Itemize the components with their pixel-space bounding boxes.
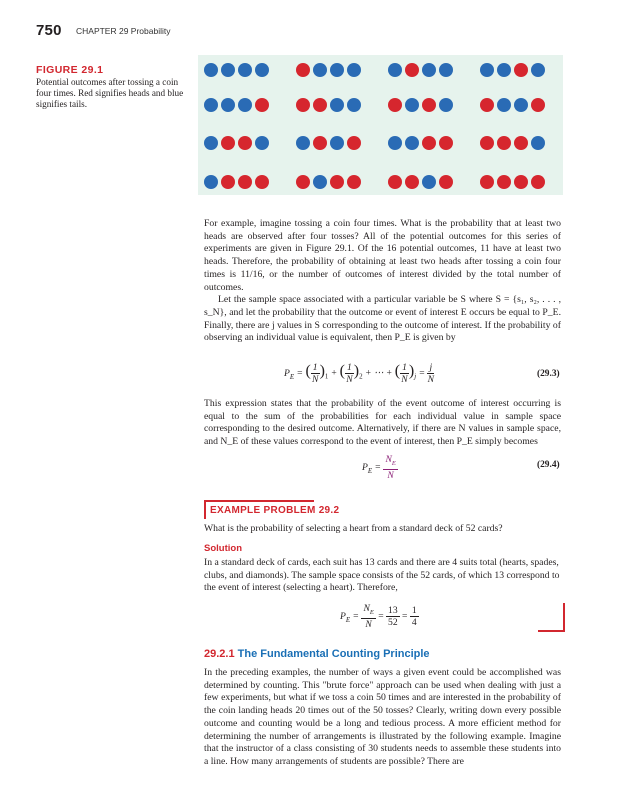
paragraph-3: This expression states that the probability of the event outcome of interest occurring is equal to the sum of the probabilities for each individual value in sample space corresponding to the desired outcome. Alternatively, if there are N values in sample space, and N_E of these values correspond to the event of interest, then P_E simply becomes <box>204 398 561 448</box>
tails-coin <box>480 63 494 77</box>
eq-denominator-52: 52 <box>388 616 398 628</box>
tails-coin <box>497 98 511 112</box>
tails-coin <box>497 63 511 77</box>
outcome-group <box>204 63 269 77</box>
running-header: CHAPTER 29 Probability <box>76 26 171 36</box>
paragraph-2: Let the sample space associated with a particular variable be S where S = {s₁, s₂, . . . , s_N}, and let the probability that the outcome or event of interest E occurs be equal to P_E. Finally, there are j values in S corresponding to the outcome of interest. If the probability of observing an individual value is equivalent, then P_E is given by <box>204 294 561 344</box>
heads-coin <box>439 136 453 150</box>
outcome-group <box>480 175 545 189</box>
outcome-group <box>204 175 269 189</box>
example-end-mark-horizontal <box>538 630 565 632</box>
tails-coin <box>531 136 545 150</box>
outcome-group <box>204 98 269 112</box>
heads-coin <box>514 136 528 150</box>
tails-coin <box>313 175 327 189</box>
tails-coin <box>422 175 436 189</box>
tails-coin <box>204 136 218 150</box>
section-paragraph: In the preceding examples, the number of ways a given event could be accomplished was determined by counting. This "brute force" approach can be used when dealing with just a few experiments, but what if we toss a coin 50 times and are interested in the probability of the coin landing heads 20 times out of the 50 tosses? Clearly, writing down every possible outcome and counting would be a long and tedious process. A more efficient method for determining the number of arrangements is illustrated by the following example. Imagine that the instructor of a class consisting of 30 students needs to assemble these students into a line. How many arrangements of students are possible? There are <box>204 667 561 767</box>
outcome-group <box>204 136 269 150</box>
coin-outcomes-figure <box>198 55 563 195</box>
body-text-block-2 <box>204 398 561 449</box>
eq-numerator-1: 1 <box>411 604 417 616</box>
body-text-block-1 <box>204 218 561 345</box>
heads-coin <box>405 175 419 189</box>
equation-number-29-4: (29.4) <box>537 460 560 470</box>
heads-coin <box>480 136 494 150</box>
tails-coin <box>238 63 252 77</box>
section-text-block <box>204 667 561 769</box>
equation-29-3: $P_E$ = ( $\frac{1}{N}$ )$_1$ + ( $\frac{1}{N}$ )$_2$ + ⋯ + ( $\frac{1}{N}$ )$_j$ = $\frac{j}{N}$ <box>284 362 434 385</box>
heads-coin <box>422 98 436 112</box>
tails-coin <box>204 63 218 77</box>
example-title: EXAMPLE PROBLEM 29.2 <box>210 505 340 516</box>
example-bracket-horizontal <box>204 500 314 502</box>
heads-coin <box>238 136 252 150</box>
outcome-group <box>480 136 545 150</box>
section-heading <box>204 648 430 660</box>
tails-coin <box>296 136 310 150</box>
page-number: 750 <box>36 22 62 39</box>
tails-coin <box>330 136 344 150</box>
tails-coin <box>439 98 453 112</box>
heads-coin <box>296 98 310 112</box>
heads-coin <box>480 98 494 112</box>
example-question <box>204 523 561 536</box>
outcome-group <box>296 63 361 77</box>
tails-coin <box>255 63 269 77</box>
heads-coin <box>330 175 344 189</box>
outcome-group <box>388 175 453 189</box>
tails-coin <box>221 98 235 112</box>
example-end-mark-vertical <box>563 603 565 631</box>
example-equation: $P_E$ = $\frac{N_E}{N}$ = $\frac{13}{52}$ = $\frac{1}{4}$ <box>340 603 417 630</box>
tails-coin <box>313 63 327 77</box>
heads-coin <box>497 136 511 150</box>
section-number: 29.2.1 <box>204 648 235 660</box>
heads-coin <box>221 175 235 189</box>
solution-text-block <box>204 557 561 595</box>
outcome-group <box>388 98 453 112</box>
tails-coin <box>422 63 436 77</box>
tails-coin <box>531 63 545 77</box>
solution-label: Solution <box>204 543 242 554</box>
outcome-group <box>296 98 361 112</box>
solution-text: In a standard deck of cards, each suit has 13 cards and there are 4 suits total (hearts, spades, clubs, and diamonds). The sample space consists of the 52 cards, of which 13 correspond to the event of interest (selecting a heart). Therefore, <box>204 557 560 594</box>
tails-coin <box>347 98 361 112</box>
outcome-group <box>480 63 545 77</box>
tails-coin <box>388 63 402 77</box>
tails-coin <box>330 63 344 77</box>
heads-coin <box>497 175 511 189</box>
equation-number-29-3: (29.3) <box>537 369 560 379</box>
heads-coin <box>347 136 361 150</box>
heads-coin <box>255 175 269 189</box>
tails-coin <box>388 136 402 150</box>
heads-coin <box>439 175 453 189</box>
heads-coin <box>531 175 545 189</box>
heads-coin <box>531 98 545 112</box>
heads-coin <box>255 98 269 112</box>
paragraph-1: For example, imagine tossing a coin four times. What is the probability that at least two heads are observed after four tosses? All of the potential outcomes for this series of experiments are given in Figure 29.1. Of the 16 potential outcomes, 11 have at least two heads. Therefore, the probability of obtaining at least two heads after tossing a coin four times is 11/16, or the number of outcomes of interest divided by the total number of outcomes. <box>204 218 561 293</box>
heads-coin <box>296 175 310 189</box>
outcome-group <box>388 136 453 150</box>
example-bracket-vertical <box>204 500 206 519</box>
heads-coin <box>347 175 361 189</box>
heads-coin <box>313 98 327 112</box>
example-question-text: What is the probability of selecting a heart from a standard deck of 52 cards? <box>204 523 503 534</box>
heads-coin <box>296 63 310 77</box>
outcome-group <box>296 136 361 150</box>
heads-coin <box>238 175 252 189</box>
tails-coin <box>221 63 235 77</box>
tails-coin <box>514 98 528 112</box>
tails-coin <box>204 175 218 189</box>
eq-denominator-4: 4 <box>411 616 417 628</box>
tails-coin <box>255 136 269 150</box>
equation-29-4: $P_E$ = $\frac{N_E}{N}$ <box>362 454 396 481</box>
tails-coin <box>439 63 453 77</box>
heads-coin <box>388 98 402 112</box>
heads-coin <box>388 175 402 189</box>
heads-coin <box>514 63 528 77</box>
heads-coin <box>313 136 327 150</box>
heads-coin <box>422 136 436 150</box>
coin-grid <box>198 55 563 195</box>
tails-coin <box>405 98 419 112</box>
tails-coin <box>330 98 344 112</box>
outcome-group <box>388 63 453 77</box>
heads-coin <box>514 175 528 189</box>
tails-coin <box>238 98 252 112</box>
eq-numerator-13: 13 <box>388 604 398 616</box>
section-title: The Fundamental Counting Principle <box>237 648 430 660</box>
heads-coin <box>221 136 235 150</box>
outcome-group <box>480 98 545 112</box>
tails-coin <box>204 98 218 112</box>
outcome-group <box>296 175 361 189</box>
heads-coin <box>405 63 419 77</box>
figure-caption: Potential outcomes after tossing a coin four times. Red signifies heads and blue signifies tails. <box>36 77 184 110</box>
tails-coin <box>405 136 419 150</box>
figure-label: FIGURE 29.1 <box>36 64 104 76</box>
heads-coin <box>480 175 494 189</box>
tails-coin <box>347 63 361 77</box>
